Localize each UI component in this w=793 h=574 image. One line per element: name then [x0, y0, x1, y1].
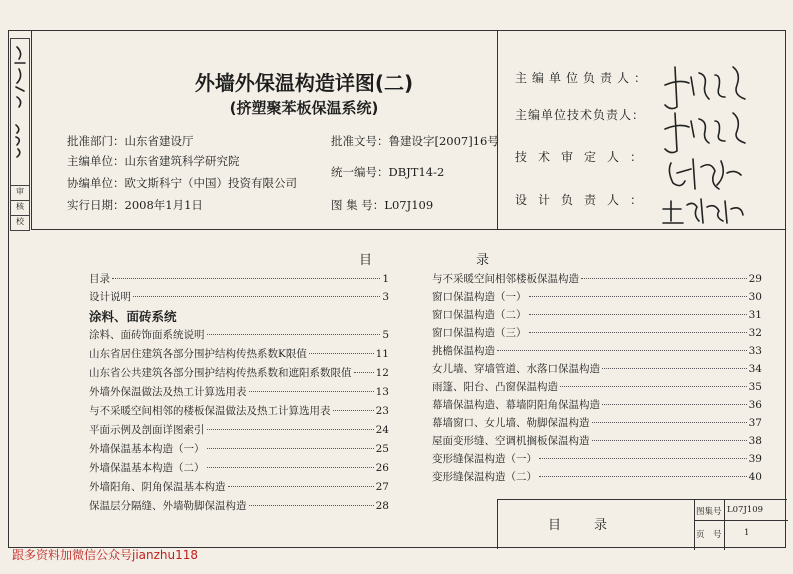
- footer-title-block: [497, 499, 787, 549]
- toc-entry[interactable]: [432, 469, 762, 485]
- toc-entry-title: 外墙阳角、阴角保温基本构造: [89, 481, 226, 493]
- watermark-text: 跟多资料加微信公众号jianzhu118: [12, 548, 199, 562]
- drawing-sheet: [8, 30, 786, 548]
- toc-entry[interactable]: [432, 289, 762, 305]
- toc-leader: [592, 422, 747, 423]
- toc-entry-page: 23: [375, 405, 389, 417]
- page-subtitle: (挤塑聚苯板保温系统): [229, 99, 379, 117]
- toc-leader: [602, 368, 747, 369]
- header-divider: [31, 229, 786, 230]
- toc-leader: [539, 476, 747, 477]
- toc-entry-title: 外墙保温基本构造（二）: [89, 462, 205, 474]
- toc-entry[interactable]: [432, 361, 762, 377]
- toc-entry-title: 设计说明: [89, 291, 131, 303]
- toc-leader: [529, 314, 747, 315]
- toc-entry[interactable]: [89, 441, 389, 457]
- toc-entry-title: 幕墙保温构造、幕墙阴阳角保温构造: [432, 399, 600, 411]
- toc-entry-page: 30: [748, 291, 762, 303]
- toc-leader: [560, 386, 747, 387]
- margin-divider: [31, 31, 32, 229]
- toc-entry-title: 挑檐保温构造: [432, 345, 495, 357]
- page-title: 外墙外保温构造详图(二): [194, 71, 414, 95]
- toc-entry-title: 雨篷、阳台、凸窗保温构造: [432, 381, 558, 393]
- toc-entry[interactable]: [432, 397, 762, 413]
- toc-entry-title: 目录: [89, 273, 110, 285]
- toc-entry-page: 40: [748, 471, 762, 483]
- toc-entry-title: 幕墙窗口、女儿墙、勒脚保温构造: [432, 417, 590, 429]
- toc-leader: [333, 410, 374, 411]
- toc-leader: [207, 429, 374, 430]
- toc-entry-title: 窗口保温构造（三）: [432, 327, 527, 339]
- footer-atlas-value: L07J109: [727, 505, 764, 515]
- signature-role: 主编单位技术负责人：: [515, 108, 646, 122]
- toc-entry[interactable]: [432, 451, 762, 467]
- signature-divider: [497, 31, 498, 229]
- toc-entry-page: 32: [748, 327, 762, 339]
- footer-atlas-label: 图集号: [696, 507, 722, 517]
- toc-entry-title: 与不采暖空间相邻的楼板保温做法及热工计算选用表: [89, 405, 331, 417]
- toc-entry-page: 28: [375, 500, 389, 512]
- toc-entry[interactable]: [89, 271, 389, 287]
- footer-page-label: 页 号: [696, 530, 722, 540]
- atlas-no: 图 集 号：L07J109: [331, 198, 434, 212]
- toc-entry[interactable]: [432, 415, 762, 431]
- toc-entry-title: 山东省公共建筑各部分围护结构传热系数和遮阳系数限值: [89, 367, 352, 379]
- toc-heading: 目 录: [358, 253, 489, 268]
- approval-no: 批准文号：鲁建设字[2007]16号: [331, 134, 499, 148]
- signature-role: 主编单位负责人：: [515, 71, 652, 85]
- footer-title: 目 录: [548, 518, 618, 533]
- toc-leader: [249, 391, 374, 392]
- toc-entry-page: 34: [748, 363, 762, 375]
- toc-entry-page: 11: [375, 348, 389, 360]
- toc-entry-page: 3: [382, 291, 389, 303]
- toc-leader: [539, 458, 747, 459]
- toc-entry-page: 12: [375, 367, 389, 379]
- toc-leader: [309, 353, 374, 354]
- toc-entry[interactable]: [89, 460, 389, 476]
- toc-entry[interactable]: [432, 343, 762, 359]
- toc-entry-page: 26: [375, 462, 389, 474]
- binding-tab-cell: 审: [10, 186, 30, 201]
- toc-entry-title: 山东省居住建筑各部分围护结构传热系数K限值: [89, 348, 307, 360]
- toc-entry-title: 窗口保温构造（二）: [432, 309, 527, 321]
- toc-entry-page: 1: [382, 273, 389, 285]
- toc-entry-page: 39: [748, 453, 762, 465]
- toc-entry-page: 33: [748, 345, 762, 357]
- toc-entry[interactable]: [89, 346, 389, 362]
- approval-dept: 批准部门：山东省建设厅: [67, 134, 194, 148]
- signature-role: 技术审定人：: [515, 150, 654, 164]
- footer-divider: [694, 520, 788, 521]
- signature-1-mark: [665, 67, 745, 109]
- toc-entry[interactable]: [432, 271, 762, 287]
- toc-entry-page: 37: [748, 417, 762, 429]
- toc-section-heading: 涂料、面砖系统: [89, 309, 177, 324]
- toc-leader: [529, 332, 747, 333]
- toc-entry-title: 平面示例及剖面详图索引: [89, 424, 205, 436]
- signature-2-mark: [665, 113, 745, 153]
- toc-entry[interactable]: [89, 365, 389, 381]
- signature-4-mark: [663, 199, 743, 223]
- toc-entry[interactable]: [89, 498, 389, 514]
- toc-leader: [207, 334, 381, 335]
- toc-leader: [529, 296, 747, 297]
- toc-entry[interactable]: [432, 433, 762, 449]
- toc-entry-page: 35: [748, 381, 762, 393]
- toc-entry-title: 涂料、面砖饰面系统说明: [89, 329, 205, 341]
- toc-entry[interactable]: [89, 289, 389, 305]
- signature-role: 设计负责人：: [515, 193, 654, 207]
- signature-3-mark: [669, 159, 741, 189]
- toc-entry-page: 36: [748, 399, 762, 411]
- toc-entry[interactable]: [432, 307, 762, 323]
- toc-leader: [228, 486, 374, 487]
- toc-entry-page: 25: [375, 443, 389, 455]
- toc-entry[interactable]: [89, 403, 389, 419]
- toc-leader: [207, 467, 374, 468]
- toc-entry-title: 外墙外保温做法及热工计算选用表: [89, 386, 247, 398]
- toc-leader: [602, 404, 747, 405]
- toc-entry-title: 屋面变形缝、空调机搁板保温构造: [432, 435, 590, 447]
- toc-entry[interactable]: [89, 479, 389, 495]
- toc-entry-page: 38: [748, 435, 762, 447]
- footer-page-value: 1: [744, 528, 750, 538]
- toc-entry-title: 与不采暖空间相邻楼板保温构造: [432, 273, 579, 285]
- editor-unit: 主编单位：山东省建筑科学研究院: [67, 154, 240, 168]
- toc-leader: [207, 448, 374, 449]
- toc-entry-page: 13: [375, 386, 389, 398]
- effective-date: 实行日期：2008年1月1日: [67, 198, 203, 212]
- co-unit: 协编单位：欧文斯科宁（中国）投资有限公司: [67, 176, 297, 190]
- toc-leader: [249, 505, 374, 506]
- toc-entry-page: 24: [375, 424, 389, 436]
- toc-leader: [112, 278, 380, 279]
- toc-entry-page: 29: [748, 273, 762, 285]
- toc-entry[interactable]: [89, 384, 389, 400]
- toc-leader: [592, 440, 747, 441]
- binding-tab-cell: 核: [10, 201, 30, 216]
- toc-entry-title: 变形缝保温构造（二）: [432, 471, 537, 483]
- toc-leader: [497, 350, 747, 351]
- toc-entry[interactable]: [89, 327, 389, 343]
- unified-no: 统一编号：DBJT14-2: [331, 165, 445, 179]
- footer-divider: [724, 500, 725, 550]
- toc-entry[interactable]: [89, 422, 389, 438]
- footer-divider: [694, 500, 695, 550]
- toc-entry-title: 窗口保温构造（一）: [432, 291, 527, 303]
- binding-tab-cell: 校: [10, 216, 30, 231]
- toc-leader: [581, 278, 747, 279]
- toc-entry-page: 27: [375, 481, 389, 493]
- toc-entry-title: 保温层分隔缝、外墙勒脚保温构造: [89, 500, 247, 512]
- toc-leader: [354, 372, 374, 373]
- toc-entry[interactable]: [432, 325, 762, 341]
- toc-leader: [133, 296, 380, 297]
- toc-entry-title: 女儿墙、穿墙管道、水落口保温构造: [432, 363, 600, 375]
- toc-entry-title: 变形缝保温构造（一）: [432, 453, 537, 465]
- toc-entry-page: 31: [748, 309, 762, 321]
- toc-entry-title: 外墙保温基本构造（一）: [89, 443, 205, 455]
- toc-entry[interactable]: [432, 379, 762, 395]
- toc-entry-page: 5: [382, 329, 389, 341]
- handwritten-signatures: [657, 49, 777, 229]
